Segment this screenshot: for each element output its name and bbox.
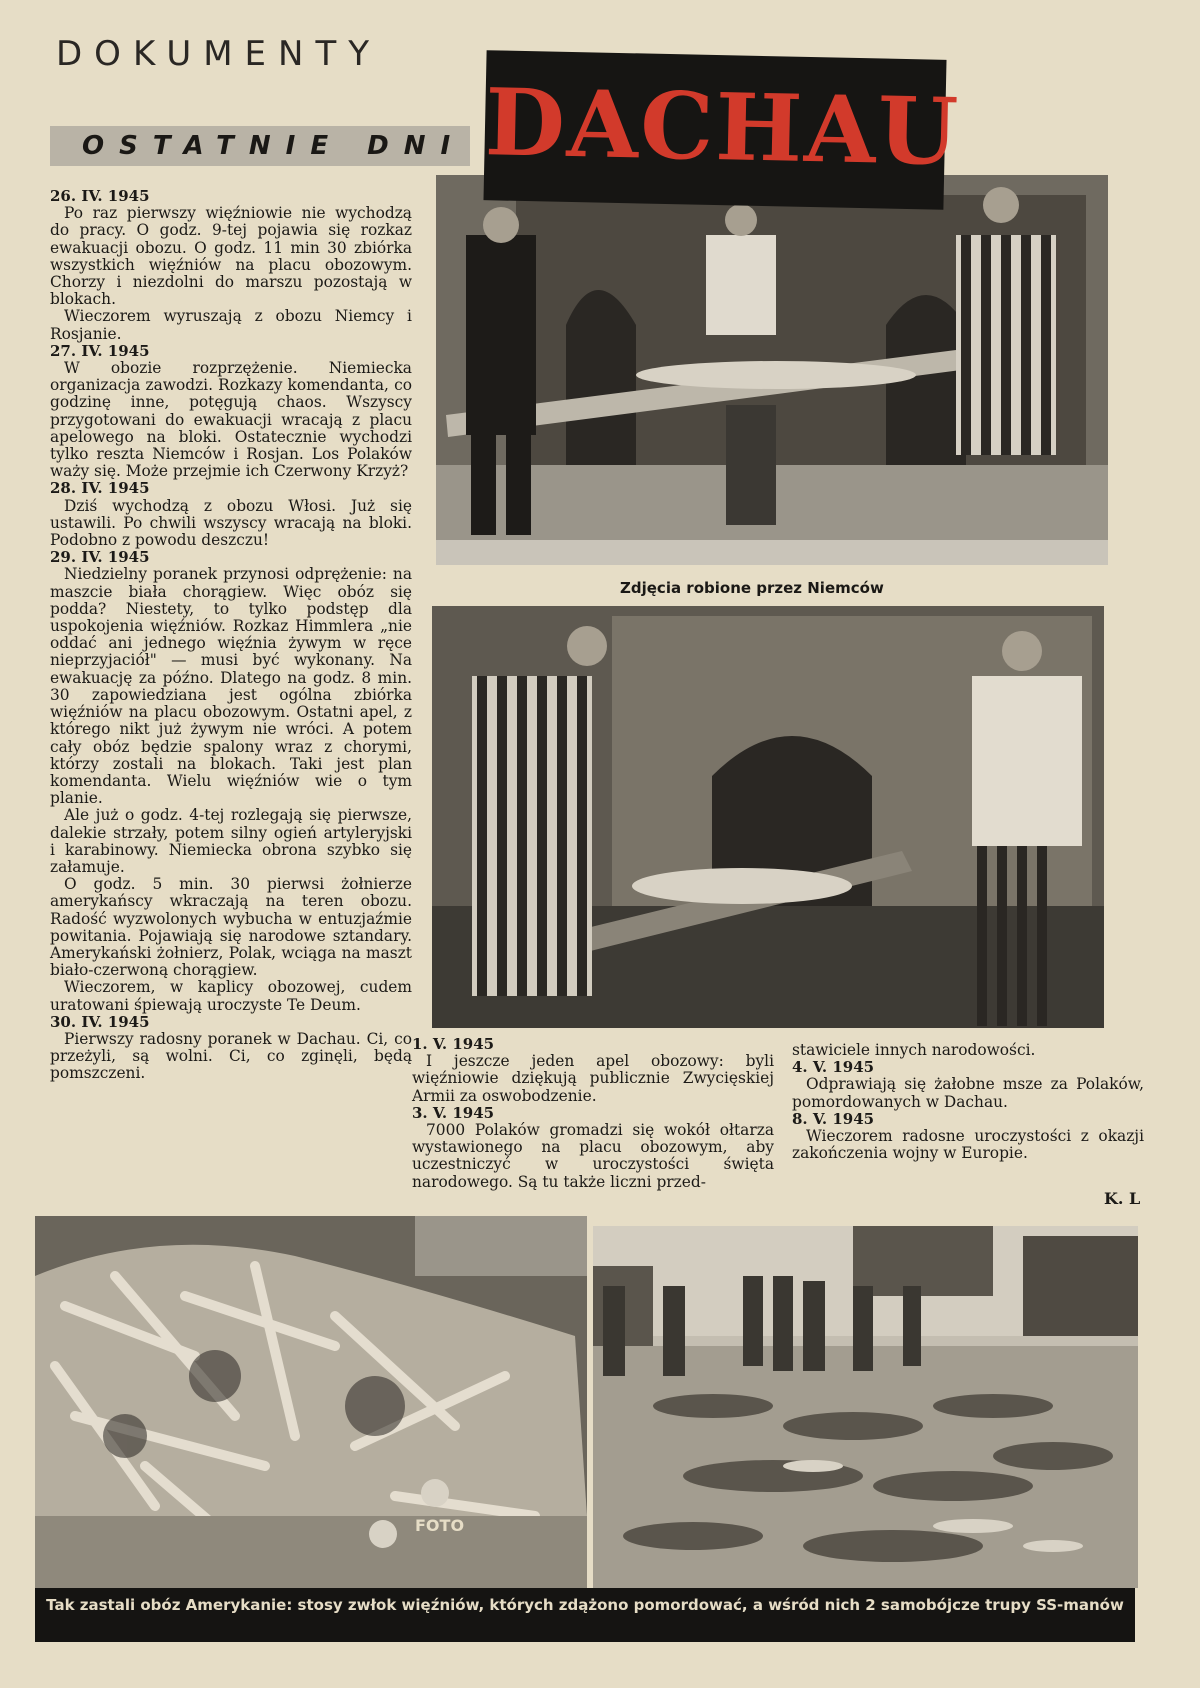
entry-text: Dziś wychodzą z obozu Włosi. Już się ustawili. Po chwili wszyscy wracają na bloki. Podobno z powodu deszczu! [50,496,412,550]
photo-stamp: FOTO [415,1516,465,1535]
entry-text: Niedzielny poranek przynosi odprężenie: na maszcie biała chorągiew. Więc obóz się podda? Niestety, to tylko podstęp dla uspokojenia więźniów. Rozkaz Himmlera „nie oddać ani jednego więźnia żywym w ręce nieprzyjaciół" — musi być wykonany. Na ewakuację za późno. Dlatego na godz. 8 min. 30 zapowiedziana jest ogólna zbiórka więźniów na placu obozowym. Ostatni apel, z którego nikt już żywym nie wróci. A potem cały obóz będzie spalony wraz z chorymi, którzy zostali na blokach. Taki jest plan komendanta. Wielu więźniów wie o tym planie. [50,565,412,808]
photo-bottom-right [593,1226,1138,1588]
page-title: DACHAU [483,68,962,187]
entry-text: Wieczorem wyruszają z obozu Niemcy i Rosjanie. [50,307,412,343]
entry-text: Odprawiają się żałobne msze za Polaków, pomordowanych w Dachau. [792,1075,1144,1111]
entry-date: 28. IV. 1945 [50,479,150,498]
entry-text: stawiciele innych narodowości. [792,1041,1036,1059]
entry-date: 4. V. 1945 [792,1058,875,1077]
column-3 [792,1042,1144,1162]
column-2 [412,1036,774,1191]
photo-middle [432,606,1104,1028]
entry-date: 8. V. 1945 [792,1109,875,1128]
entry-date: 27. IV. 1945 [50,341,150,360]
entry-text: O godz. 5 min. 30 pierwsi żołnierze amerykańscy wkraczają na teren obozu. Radość wyzwolonych wybucha w entuzjaźmie powitania. Pojawiają się narodowe sztandary. Amerykański żołnierz, Polak, wciąga na maszt biało-czerwoną chorągiew. [50,875,412,980]
entry-text: Ale już o godz. 4-tej rozlegają się pierwsze, dalekie strzały, potem silny ogień artyleryjski i karabinowy. Niemiecka obrona szybko się załamuje. [50,806,412,876]
entry-date: 30. IV. 1945 [50,1012,150,1031]
caption-bottom-photos: Tak zastali obóz Amerykanie: stosy zwłok więźniów, których zdążono pomordować, a wśród nich 2 samobójcze trupy SS-manów [35,1588,1135,1642]
entry-date: 1. V. 1945 [412,1035,495,1053]
entry-text: I jeszcze jeden apel obozowy: byli więźniowie dziękują publicznie Zwycięskiej Armii za oswobodzenie. [412,1052,774,1105]
photo-bottom-left [35,1216,587,1588]
title-box [483,50,962,210]
author-signature: K. L [1104,1189,1141,1208]
photo-top [436,175,1108,565]
entry-text: 7000 Polaków gromadzi się wokół ołtarza wystawionego na placu obozowym, aby uczestniczyć w uroczystości święta narodowego. Są tu także liczni przed- [412,1121,774,1191]
entry-text: Po raz pierwszy więźniowie nie wychodzą do pracy. O godz. 9-tej pojawia się rozkaz ewakuacji obozu. O godz. 11 min 30 zbiórka wszystkich więźniów na placu obozowym. Chorzy i niezdolni do marszu pozostają w blokach. [50,204,412,309]
entry-text: Pierwszy radosny poranek w Dachau. Ci, co przeżyli, są wolni. Ci, co zginęli, będą pomszczeni. [50,1029,412,1083]
entry-date: 29. IV. 1945 [50,548,150,567]
photo-bottom-left-image [35,1216,587,1588]
section-label: DOKUMENTY [56,34,381,74]
entry-date: 3. V. 1945 [412,1103,495,1122]
photo-middle-image [432,606,1104,1028]
caption-top-photos: Zdjęcia robione przez Niemców [620,579,884,597]
entry-date: 26. IV. 1945 [50,187,150,205]
photo-top-image [436,175,1108,565]
entry-text: Wieczorem, w kaplicy obozowej, cudem uratowani śpiewają uroczyste Te Deum. [50,978,412,1014]
subtitle-band-text: OSTATNIE DNI [82,131,466,161]
photo-bottom-right-image [593,1226,1138,1588]
entry-text: Wieczorem radosne uroczystości z okazji zakończenia wojny w Europie. [792,1127,1144,1163]
entry-text: W obozie rozprzężenie. Niemiecka organizacja zawodzi. Rozkazy komendanta, co godzinę inne, potęgują chaos. Wszyscy przygotowani do ewakuacji wracają z placu apelowego na bloki. Ostatecznie wychodzi tylko reszta Niemców i Rosjan. Los Polaków waży się. Może przejmie ich Czerwony Krzyż? [50,359,412,481]
column-1 [50,188,412,1083]
